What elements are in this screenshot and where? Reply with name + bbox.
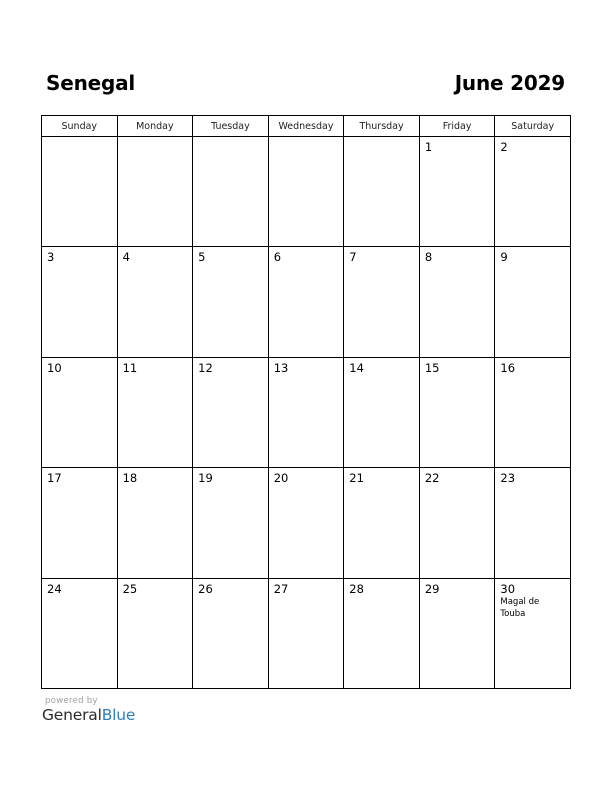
day-number: 11: [122, 360, 138, 375]
empty-day-cell: [42, 137, 118, 247]
day-number: 2: [500, 140, 508, 154]
weekday-tuesday: Tuesday: [193, 116, 269, 137]
day-number: 13: [273, 360, 289, 375]
day-cell: [419, 137, 495, 247]
day-number: 16: [500, 360, 516, 375]
day-number: 17: [47, 471, 62, 486]
day-number: 24: [47, 581, 62, 596]
day-number: 7: [349, 250, 357, 265]
day-cell: [495, 137, 571, 247]
day-cell: [42, 468, 118, 578]
week-row: [42, 357, 571, 467]
month-year-title: June 2029: [454, 71, 565, 95]
day-number: 21: [349, 471, 364, 486]
weekday-monday: Monday: [117, 116, 193, 137]
day-number: 20: [273, 471, 289, 486]
day-cell: [344, 357, 420, 467]
brand-blue-text: Blue: [101, 706, 136, 724]
day-cell: [117, 247, 193, 357]
empty-day-cell: [268, 137, 344, 247]
weekday-thursday: Thursday: [344, 116, 420, 137]
day-cell: [193, 247, 269, 357]
day-cell: [42, 578, 118, 688]
day-cell: [117, 468, 193, 578]
day-cell: [42, 247, 118, 357]
day-cell: [117, 357, 193, 467]
day-cell: [42, 357, 118, 467]
day-number: 27: [273, 581, 289, 596]
weekday-header-row: [42, 116, 571, 137]
day-cell: [344, 247, 420, 357]
day-number: 23: [500, 471, 516, 486]
generalblue-logo[interactable]: [42, 706, 135, 724]
weekday-wednesday: Wednesday: [268, 116, 344, 137]
week-row: [42, 468, 571, 578]
day-cell: [117, 578, 193, 688]
day-cell: [193, 578, 269, 688]
day-cell: [193, 468, 269, 578]
day-number: 28: [349, 581, 364, 596]
brand-general-text: General: [42, 706, 102, 724]
day-cell: [268, 578, 344, 688]
day-number: 6: [273, 250, 282, 265]
day-number: 9: [500, 250, 508, 265]
day-number: 5: [198, 250, 206, 265]
day-number: 8: [424, 250, 433, 265]
day-cell: [495, 468, 571, 578]
empty-day-cell: [344, 137, 420, 247]
day-cell: [268, 468, 344, 578]
week-row: [42, 247, 571, 357]
day-cell: [268, 247, 344, 357]
day-number: 18: [122, 471, 138, 486]
calendar-grid: [41, 115, 571, 689]
weekday-friday: Friday: [419, 116, 495, 137]
day-cell: [495, 578, 571, 688]
day-cell: [193, 357, 269, 467]
day-number: 25: [122, 581, 138, 596]
weekday-saturday: Saturday: [495, 116, 571, 137]
holiday-label: Magal de Touba: [500, 596, 540, 619]
day-number: 1: [424, 140, 433, 154]
weekday-sunday: Sunday: [42, 116, 118, 137]
day-number: 3: [47, 250, 55, 265]
day-cell: [344, 468, 420, 578]
day-cell: [419, 578, 495, 688]
empty-day-cell: [193, 137, 269, 247]
day-number: 4: [122, 250, 130, 265]
footer-branding: [42, 696, 135, 724]
week-row: [42, 137, 571, 247]
day-cell: [495, 357, 571, 467]
day-number: 14: [349, 360, 364, 375]
week-row: [42, 578, 571, 688]
day-cell: [268, 357, 344, 467]
day-number: 30: [500, 581, 516, 596]
country-title: Senegal: [46, 71, 136, 95]
day-cell: [419, 468, 495, 578]
day-cell: [495, 247, 571, 357]
day-cell: [419, 247, 495, 357]
day-number: 12: [198, 360, 213, 375]
day-cell: [344, 578, 420, 688]
day-cell: [419, 357, 495, 467]
day-number: 15: [424, 360, 440, 375]
empty-day-cell: [117, 137, 193, 247]
day-number: 19: [198, 471, 213, 486]
day-number: 29: [424, 581, 440, 596]
day-number: 26: [198, 581, 213, 596]
day-number: 22: [424, 471, 440, 486]
calendar-header: [41, 71, 571, 99]
day-number: 10: [47, 360, 62, 375]
powered-by-text: powered by: [45, 696, 98, 706]
